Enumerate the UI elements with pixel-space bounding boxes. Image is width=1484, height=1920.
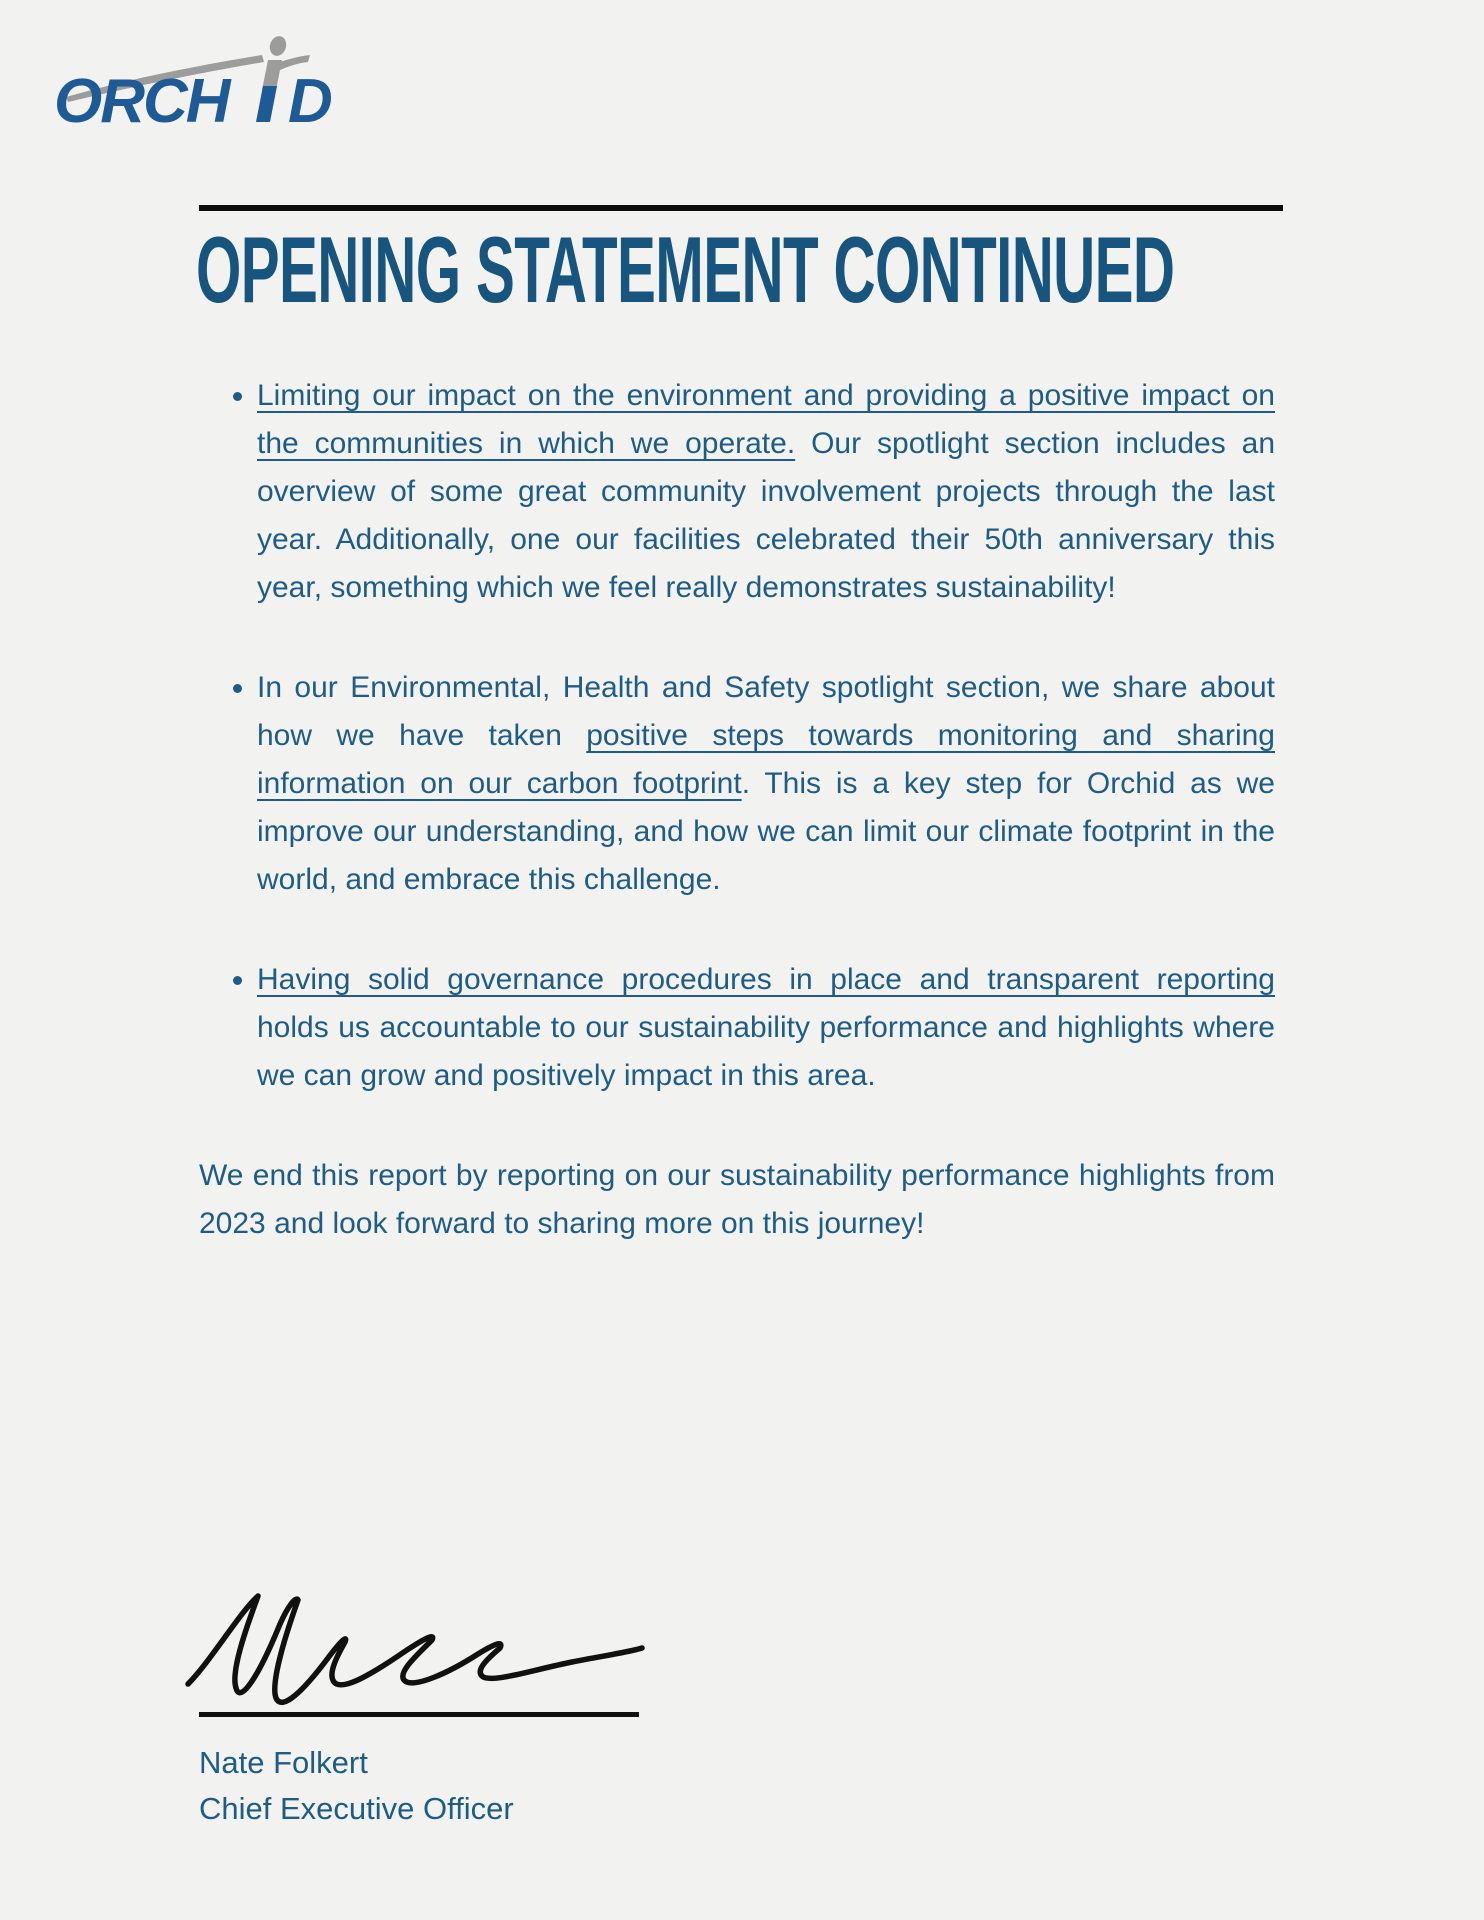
page-title: OPENING STATEMENT CONTINUED [196,217,1175,322]
logo-stem-upper-shape [262,60,282,90]
bullet-3-underlined: Having solid governance procedures in place and transparent reporting [257,963,1275,996]
bullet-text-3 [257,956,1275,1100]
bullet-item-3 [199,956,1275,1100]
bullet-1-rest: Our spotlight section includes an overview of some great community involvement projects through the last year. Additionally, one our facilities celebrated their 50th anniversary this year, something which we feel really demonstrates sustainability! [257,427,1275,604]
logo-stem-lower-shape [256,86,277,122]
bullet-3-rest: holds us accountable to our sustainability performance and highlights where we can grow and positively impact in this area. [257,1011,1275,1092]
bullet-text-1 [257,372,1275,612]
signatory-title: Chief Executive Officer [199,1791,514,1826]
bullet-text-2 [257,664,1275,904]
closing-paragraph: We end this report by reporting on our sustainability performance highlights from 2023 and look forward to sharing more on this journey! [199,1159,1275,1240]
orchid-logo-graphic [52,34,352,138]
signature-stroke [188,1596,642,1702]
signatory-name: Nate Folkert [199,1745,368,1780]
logo-word-pre: ORCH [54,67,229,136]
bullet-2-rest: . This is a key step for Orchid as we improve our understanding, and how we can limit our climate footprint in the world, and embrace this challenge. [257,767,1275,896]
bullet-marker-icon [233,392,242,401]
body-content [199,372,1275,1248]
title-rule [199,205,1283,211]
logo-word-post: D [288,67,333,136]
signature-line [199,1712,639,1717]
bullet-marker-icon [233,684,242,693]
bullet-item-2 [199,664,1275,904]
logo-head-shape [267,34,288,58]
bullet-1-underlined: Limiting our impact on the environment and providing a positive impact on the communities in which we operate. [257,379,1275,460]
bullet-item-1 [199,372,1275,612]
bullet-2-pre: In our Environmental, Health and Safety spotlight section, we share about how we have taken [257,671,1275,752]
orchid-logo [52,34,352,138]
bullet-2-underlined: positive steps towards monitoring and sharing information on our carbon footprint [257,719,1275,800]
bullet-marker-icon [233,976,242,985]
ceo-signature [182,1566,650,1716]
